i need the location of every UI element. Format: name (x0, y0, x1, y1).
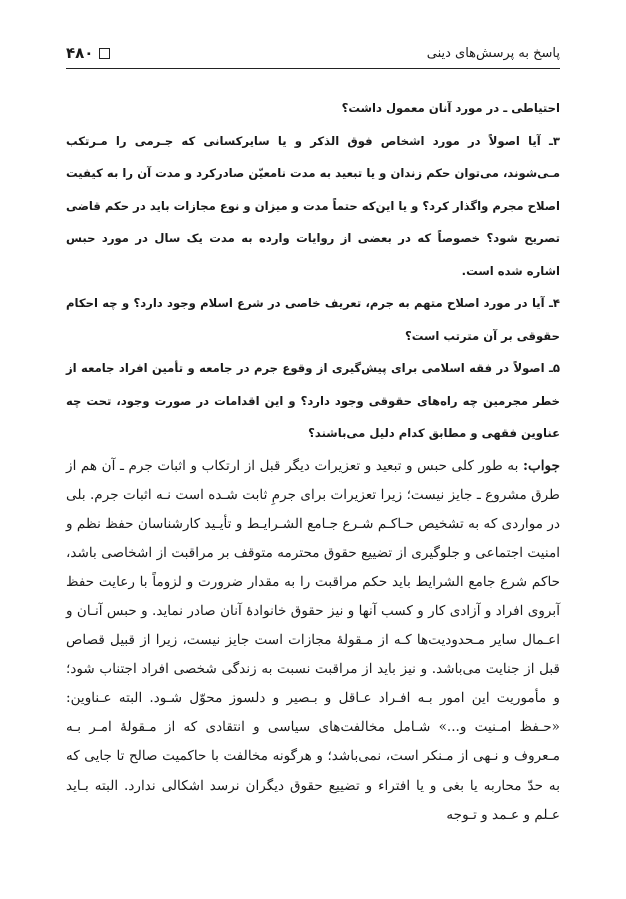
page-header (66, 42, 560, 69)
page-body (66, 92, 560, 830)
page-number-block (66, 44, 110, 62)
question-continuation: احتیاطی ـ در مورد آنان معمول داشت؟ (341, 101, 560, 115)
answer-label: جواب: (522, 457, 560, 474)
question-4: ۴ـ آیا در مورد اصلاح متهم به جرم، تعریف خاصی در شرع اسلام وجود دارد؟ و چه احکام حقوقی بر آن مترتب است؟ (66, 296, 560, 343)
question-3: ۳ـ آیا اصولاً در مورد اشخاص فوق الذکر و یا سایرکسانی که جـرمی را مـرتکب مـی‌شوند، می‌توان حکم زندان و یا تبعید به مدت نامعیّن صادرکرد و مدت آن را به کیفیت اصلاح مجرم واگذار کرد؟ و یا این‌که حتماً مدت و میزان و نوع مجازات باید در حکم قاضی تصریح شود؟ خصوصاً که در بعضی از روایات وارده به مدت یک سال در مورد حبس اشاره شده است. (66, 133, 560, 278)
page-number: ۴۸۰ (66, 44, 94, 62)
square-bullet-icon (99, 48, 110, 59)
answer-text: به طور کلی حبس و تبعید و تعزیرات دیگر قبل از ارتکاب و اثبات جرم ـ آن هم از طرق مشروع ـ جایز نیست؛ زیرا تعزیرات برای جرمِ ثابت شـده است نـه اثبات جرم. بلی در مواردی که به تشخیص حـاکـم شـرع جـامع الشـرایـط و تأیـید کارشناسان حفظ نظم و امنیت اجتماعی و جلوگیری از تضییع حقوق محترمه متوقف بر مراقبت از اشخاصی باشد، حاکم شرع جامع الشرایط باید حکم مراقبت را به مقدار ضرورت و لزوماً با رعایت حفظ آبروی افراد و آزادی کار و کسب آنها و نیز حقوق خانوادهٔ آنان صادر نماید. و حبس آنـان و اعـمال سایر مـحدودیت‌ها کـه از مـقولهٔ مجازات است جایز نیست، زیرا از قبیل قصاص قبل از جنایت می‌باشد. و نیز باید از مراقبت نسبت به زندگی شخصی افراد اجتناب شود؛ و مأموریت این امور بـه افـراد عـاقل و بـصیر و دلسوز محوّل شـود. البته عـناوین: «حـفظ امـنیت و...» شـامل مخالفت‌های سیاسی و انتقادی که از مـقولهٔ امـر بـه مـعروف و نـهی از مـنکر است، نمی‌باشد؛ و هرگونه مخالفت با حاکمیت صالح تا جایی که به حدّ محاربه یا بغی و یا افتراء و تضییع حقوق دیگران نرسد اشکالی ندارد. البته بـاید عـلم و عـمد و تـوجه (66, 457, 560, 823)
question-5: ۵ـ اصولاً در فقه اسلامی برای پیش‌گیری از وقوع جرم در جامعه و تأمین افراد جامعه از خطر مجرمین چه راه‌های حقوقی وجود دارد؟ و این اقدامات در صورت وجود، تحت چه عناوین فقهی و مطابق کدام دلیل می‌باشند؟ (66, 361, 560, 440)
answer-paragraph (66, 452, 560, 830)
running-title: پاسخ به پرسش‌های دینی (426, 45, 560, 61)
